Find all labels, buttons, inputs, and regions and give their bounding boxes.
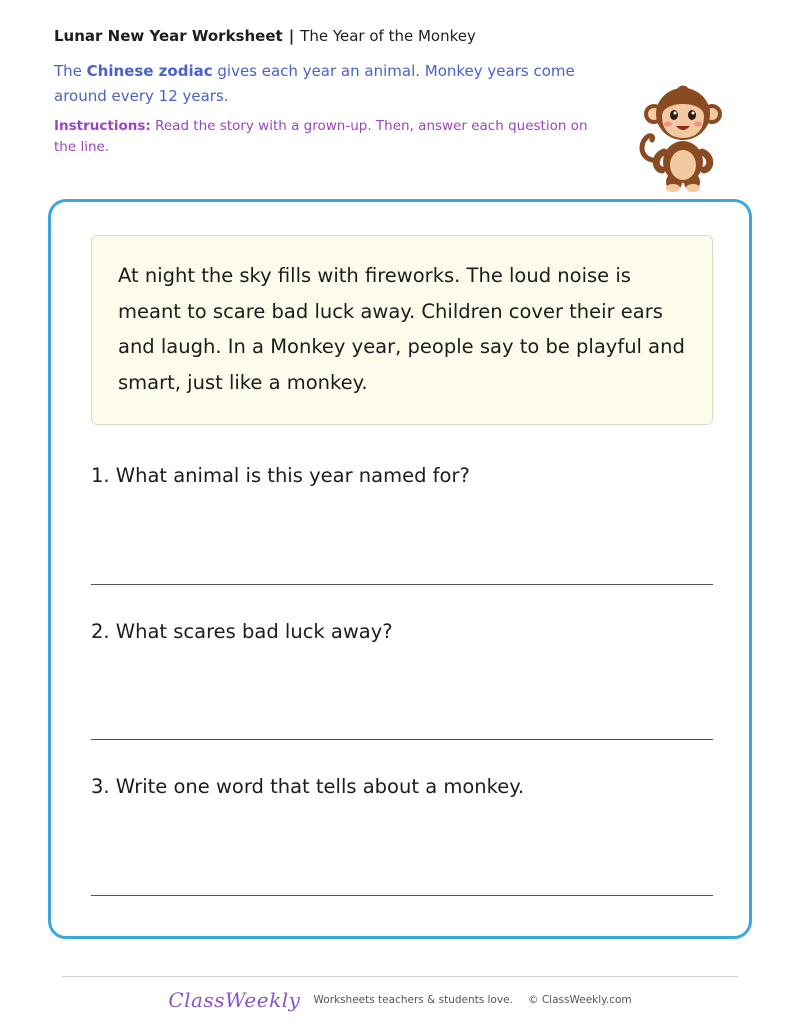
worksheet-card (48, 199, 752, 939)
worksheet-title (54, 27, 476, 45)
title-separator: | (288, 27, 295, 45)
story-box (91, 235, 713, 425)
footer (0, 988, 800, 1016)
answer-line-2[interactable] (91, 739, 713, 740)
worksheet-title-bold: Lunar New Year Worksheet (54, 27, 283, 45)
intro-text (54, 59, 594, 109)
instructions-text: Read the story with a grown-up. Then, answer each question on the line. (54, 118, 588, 155)
story-text: At night the sky fills with fireworks. The loud noise is meant to scare bad luck away. Children cover their ears and laugh. In a Monkey year, people say to be playful and smart, just like a monkey. (118, 264, 685, 394)
answer-line-1[interactable] (91, 584, 713, 585)
instructions-label: Instructions: (54, 118, 151, 134)
footer-copyright: © ClassWeekly.com (528, 994, 632, 1006)
intro-highlight: Chinese zodiac (86, 62, 213, 80)
footer-divider (62, 976, 738, 977)
intro-prefix: The (54, 62, 87, 80)
answer-line-3[interactable] (91, 895, 713, 896)
question-2: 2. What scares bad luck away? (91, 620, 393, 643)
instructions (54, 116, 594, 158)
question-3: 3. Write one word that tells about a monkey. (91, 775, 525, 798)
monkey-illustration-icon (632, 82, 732, 194)
worksheet-subtitle: The Year of the Monkey (300, 27, 476, 45)
footer-tagline: Worksheets teachers & students love. (313, 994, 513, 1006)
intro-rest: gives each year an animal. Monkey years come around every 12 years. (54, 62, 575, 105)
question-1: 1. What animal is this year named for? (91, 464, 470, 487)
brand-logo: ClassWeekly (168, 988, 301, 1012)
